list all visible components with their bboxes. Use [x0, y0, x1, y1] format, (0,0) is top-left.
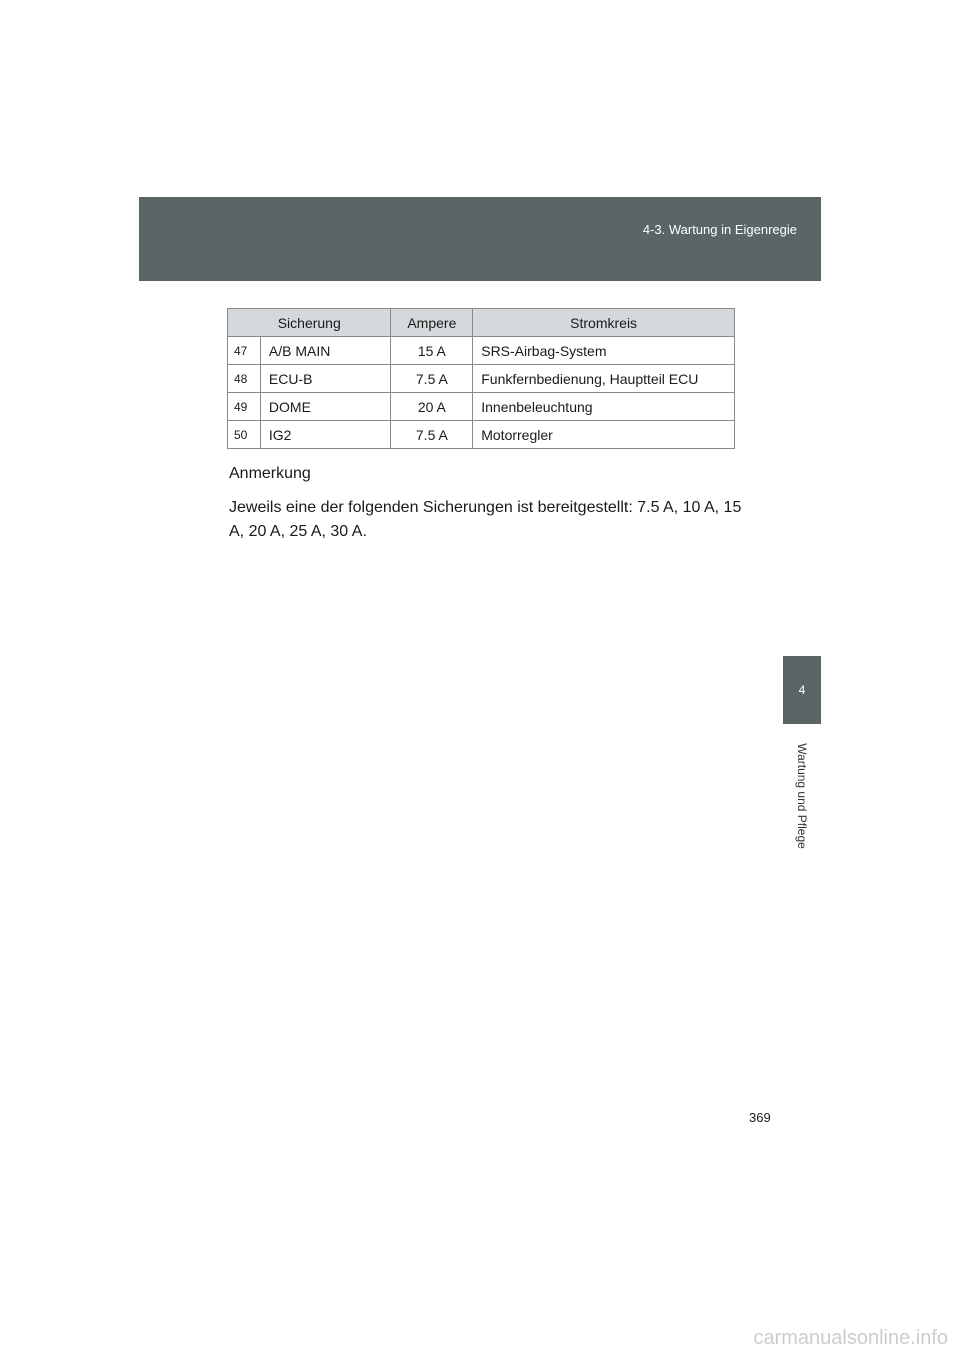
fuse-number: 48	[228, 365, 261, 393]
fuse-name: ECU-B	[260, 365, 391, 393]
fuse-name: DOME	[260, 393, 391, 421]
fuse-circuit: SRS-Airbag-System	[473, 337, 735, 365]
header-band	[139, 197, 821, 281]
table-row	[228, 337, 735, 365]
fuse-ampere: 7.5 A	[391, 365, 473, 393]
fuse-number: 50	[228, 421, 261, 449]
watermark-link[interactable]: carmanualsonline.info	[753, 1327, 948, 1349]
chapter-number: 4	[798, 683, 806, 697]
table-row	[228, 393, 735, 421]
table-row	[228, 421, 735, 449]
fuse-ampere: 15 A	[391, 337, 473, 365]
fuse-name: A/B MAIN	[260, 337, 391, 365]
page-number: 369	[749, 1110, 771, 1125]
fuse-table	[227, 308, 735, 449]
section-title: 4-3. Wartung in Eigenregie	[642, 222, 797, 237]
header-circuit: Stromkreis	[473, 309, 735, 337]
chapter-label: Wartung und Pflege	[795, 743, 809, 849]
fuse-ampere: 20 A	[391, 393, 473, 421]
table-row	[228, 365, 735, 393]
fuse-name: IG2	[260, 421, 391, 449]
fuse-circuit: Motorregler	[473, 421, 735, 449]
chapter-tab	[783, 656, 821, 724]
note-body: Jeweils eine der folgenden Sicherungen ist bereitgestellt: 7.5 A, 10 A, 15 A, 20 A, 25 A, 30 A.	[229, 499, 742, 540]
fuse-number: 49	[228, 393, 261, 421]
table-header-row	[228, 309, 735, 337]
fuse-circuit: Funkfernbedienung, Hauptteil ECU	[473, 365, 735, 393]
fuse-circuit: Innenbeleuchtung	[473, 393, 735, 421]
note-title: Anmerkung	[229, 465, 311, 482]
fuse-ampere: 7.5 A	[391, 421, 473, 449]
fuse-number: 47	[228, 337, 261, 365]
header-ampere: Ampere	[391, 309, 473, 337]
header-fuse: Sicherung	[228, 309, 391, 337]
